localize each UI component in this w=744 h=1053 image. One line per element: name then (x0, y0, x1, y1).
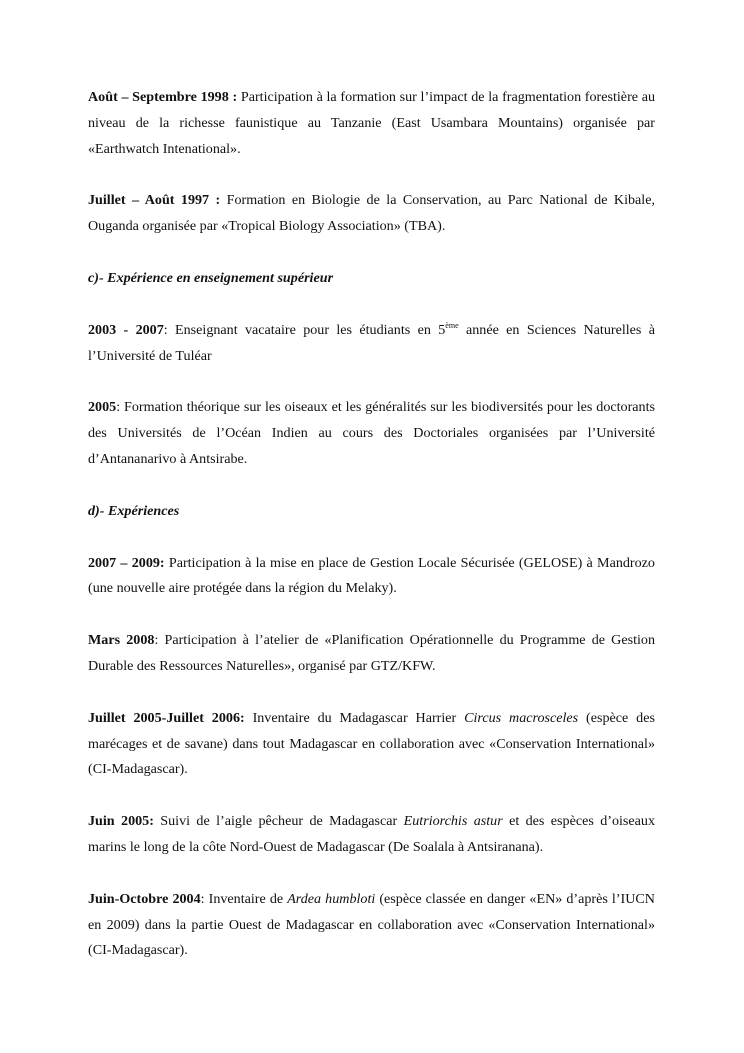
entry-date: Août – Septembre 1998 : (88, 89, 238, 105)
entry-text-continued: année en Sciences Naturelles à l’Université de Tuléar (88, 321, 655, 364)
entry-2008-workshop (88, 628, 655, 680)
entry-2005-eagle (88, 809, 655, 861)
entry-1998-earthwatch (88, 85, 655, 162)
entry-text: : Inventaire de (200, 890, 288, 907)
section-heading-teaching: c)- Expérience en enseignement supérieur (88, 269, 334, 286)
entry-text: Suivi de l’aigle pêcheur de Madagascar (153, 813, 404, 830)
entry-2007-2009-gelose (88, 551, 655, 603)
entry-date: 2007 – 2009: (88, 554, 165, 571)
species-name: Eutriorchis astur (403, 813, 503, 830)
entry-date: Juin-Octobre 2004 (88, 890, 201, 907)
entry-text: Formation en Biologie de la Conservation, au Parc National de Kibale, Ouganda organisée par «Tropical Biology Association» (TBA). (88, 192, 655, 235)
entry-text-continued: (espèce des marécages et de savane) dans tout Madagascar en collaboration avec «Conservation International» (CI-Madagascar). (88, 709, 655, 778)
entry-text: : Enseignant vacataire pour les étudiants en 5 (163, 321, 446, 338)
entry-text: Participation à la formation sur l’impact de la fragmentation forestière au niveau de la richesse faunistique au Tanzanie (East Usambara Mountains) organisée par «Earthwatch Intenational». (88, 89, 656, 157)
entry-2005-2006-harrier (88, 706, 655, 783)
document-page (88, 85, 655, 990)
species-name: Circus macrosceles (464, 709, 579, 726)
entry-2004-heron (88, 887, 655, 964)
entry-date: Juin 2005: (88, 813, 154, 830)
entry-text: Participation à la mise en place de Gestion Locale Sécurisée (GELOSE) à Mandrozo (une nouvelle aire protégée dans la région du Melaky). (88, 554, 655, 597)
entry-text-continued: et des espèces d’oiseaux marins le long de la côte Nord-Ouest de Madagascar (De Soalala à Antsiranana). (88, 813, 656, 855)
entry-date: 2005 (88, 399, 117, 416)
entry-date: Juillet – Août 1997 : (88, 192, 221, 209)
entry-text: : Participation à l’atelier de «Planification Opérationnelle du Programme de Gestion Durable des Ressources Naturelles», organisé par GTZ/KFW. (88, 632, 656, 674)
section-heading-experiences: d)- Expériences (88, 502, 180, 519)
entry-text-continued: (espèce classée en danger «EN» d’après l’IUCN en 2009) dans la partie Ouest de Madagascar en collaboration avec «Conservation International» (CI-Madagascar). (88, 890, 655, 959)
ordinal-superscript: ème (445, 320, 459, 330)
entry-2003-2007-teaching (88, 318, 655, 370)
entry-date: Juillet 2005-Juillet 2006: (88, 709, 245, 726)
entry-1997-tba (88, 188, 655, 240)
species-name: Ardea humbloti (287, 890, 376, 907)
entry-2005-training (88, 395, 655, 472)
entry-date: 2003 - 2007 (88, 321, 164, 338)
entry-date: Mars 2008 (88, 632, 155, 649)
entry-text: Inventaire du Madagascar Harrier (244, 709, 465, 726)
entry-text: : Formation théorique sur les oiseaux et les généralités sur les biodiversités pour les doctorants des Universités de l’Océan Indien au cours des Doctoriales organisées par l’Université d’Antananarivo à Antsirabe. (88, 399, 655, 467)
